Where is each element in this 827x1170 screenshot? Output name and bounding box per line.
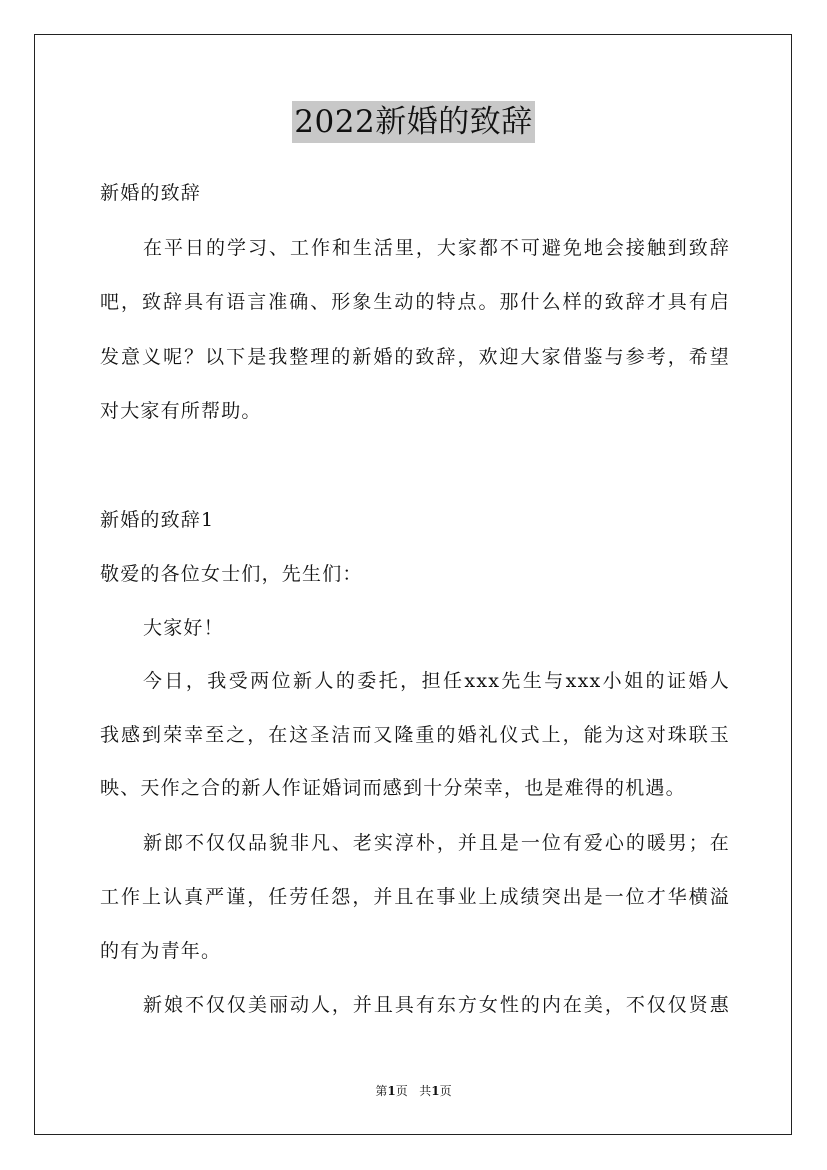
footer-page-number: 1: [387, 1084, 396, 1098]
greeting-line: 大家好！: [143, 617, 224, 639]
paragraph-line: 在平日的学习、工作和生活里，大家都不可避免地会接触到致辞: [143, 237, 730, 259]
subtitle-line: 新婚的致辞: [100, 182, 202, 204]
salutation-line: 敬爱的各位女士们，先生们：: [100, 563, 363, 585]
footer-total-unit: 页: [439, 1084, 452, 1098]
footer-total-number: 1: [431, 1084, 440, 1098]
paragraph-line: 对大家有所帮助。: [100, 400, 262, 422]
footer-prefix: 第: [375, 1084, 388, 1098]
paragraph-line: 发意义呢？以下是我整理的新婚的致辞，欢迎大家借鉴与参考，希望: [100, 346, 730, 368]
paragraph-line: 新郎不仅仅品貌非凡、老实淳朴，并且是一位有爱心的暖男；在: [143, 832, 730, 854]
document-title: 2022新婚的致辞: [292, 101, 534, 143]
paragraph-line: 映、天作之合的新人作证婚词而感到十分荣幸，也是难得的机遇。: [100, 777, 686, 799]
paragraph-line: 我感到荣幸至之，在这圣洁而又隆重的婚礼仪式上，能为这对珠联玉: [100, 724, 730, 746]
paragraph-line: 的有为青年。: [100, 940, 222, 962]
footer-page-unit: 页: [395, 1084, 408, 1098]
paragraph-line: 今日，我受两位新人的委托，担任xxx先生与xxx小姐的证婚人: [143, 670, 730, 692]
paragraph-line: 工作上认真严谨，任劳任怨，并且在事业上成绩突出是一位才华横溢: [100, 886, 730, 908]
section-heading: 新婚的致辞1: [100, 509, 215, 531]
paragraph-line: 新娘不仅仅美丽动人，并且具有东方女性的内在美，不仅仅贤惠: [143, 994, 730, 1016]
paragraph-line: 吧，致辞具有语言准确、形象生动的特点。那什么样的致辞才具有启: [100, 291, 730, 313]
footer-total-prefix: 共: [419, 1084, 432, 1098]
title-wrap: [0, 101, 827, 143]
page-footer: [0, 1083, 827, 1099]
